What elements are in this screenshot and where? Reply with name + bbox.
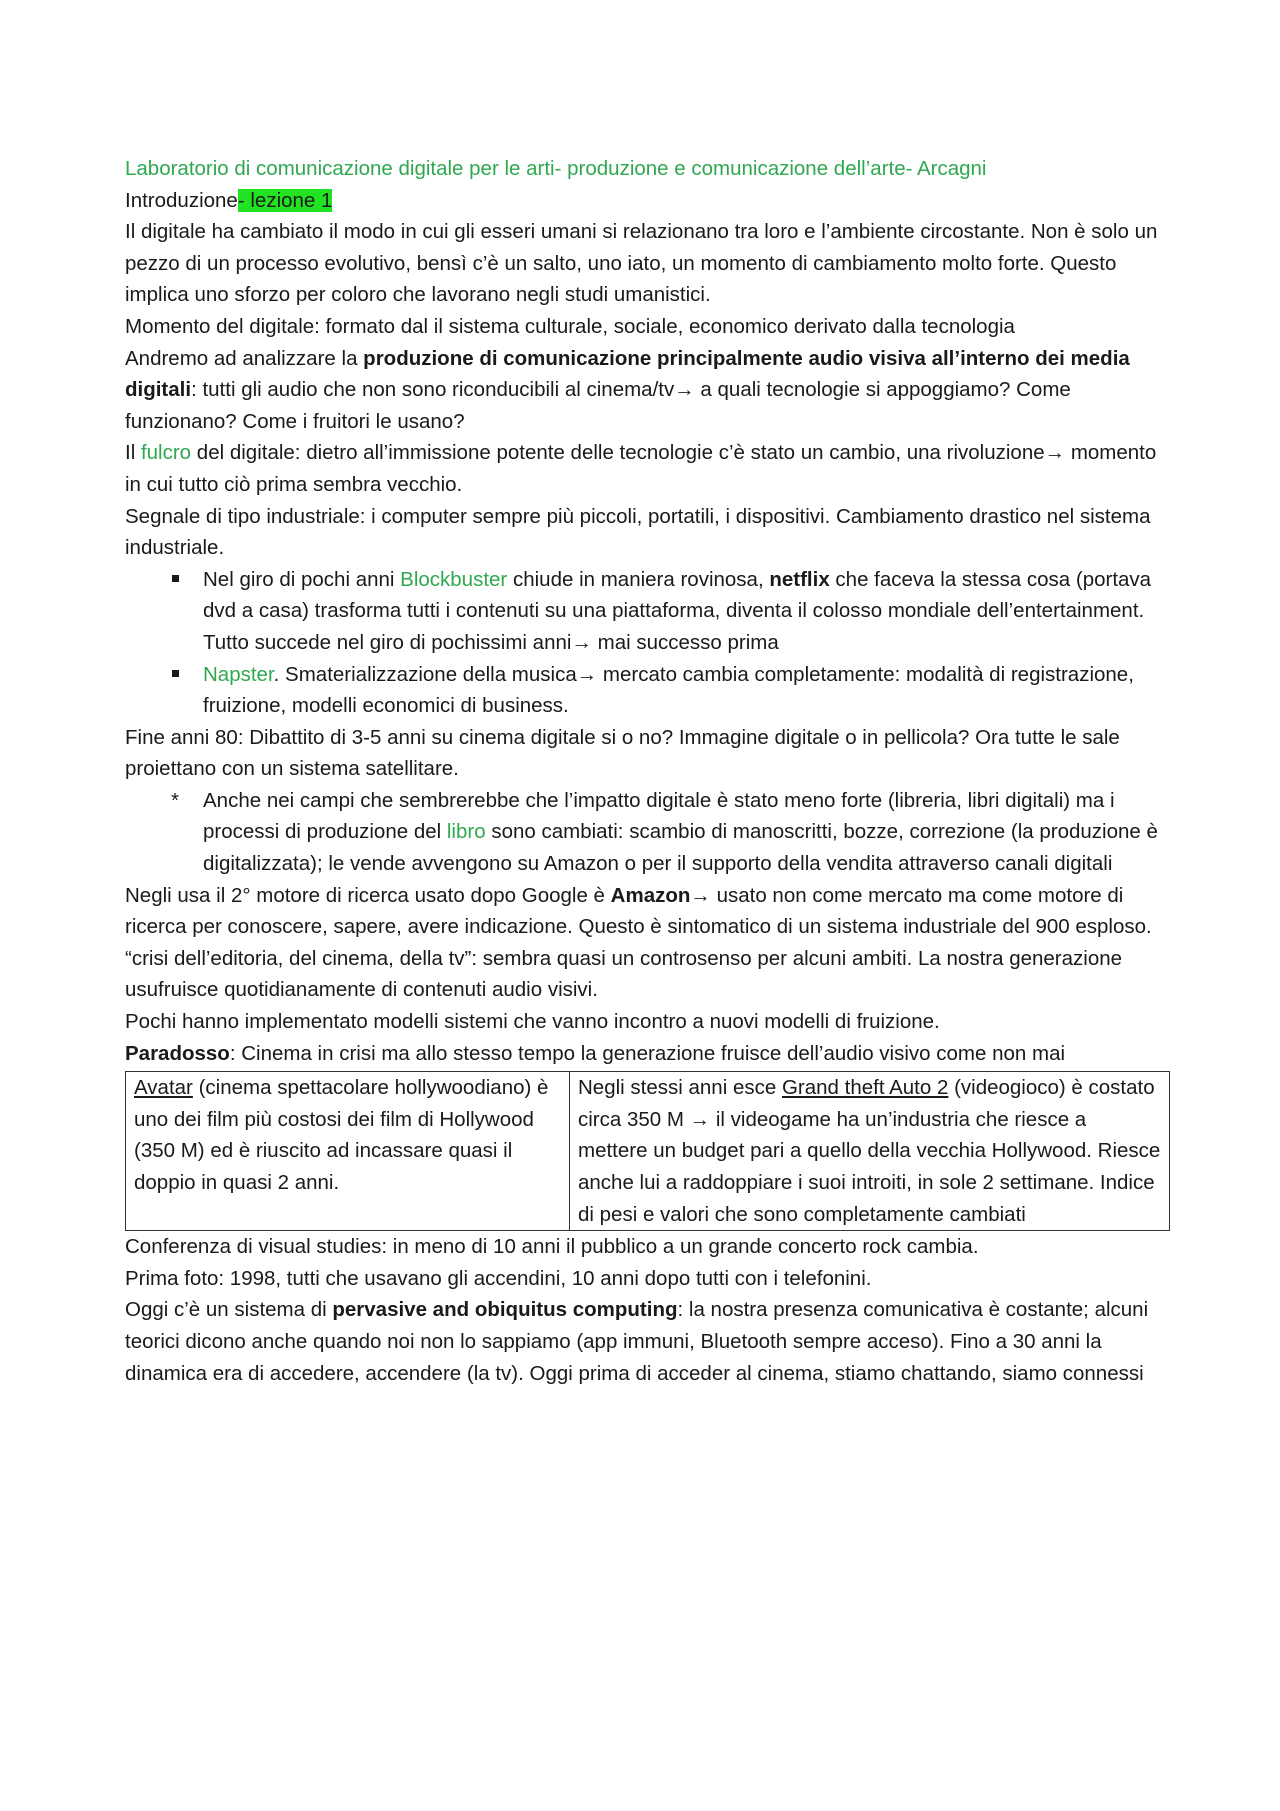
green-term: fulcro: [140, 441, 192, 465]
text-span: : tutti gli audio che non sono riconducibili al cinema/tv: [191, 378, 675, 402]
arrow-icon: →: [571, 630, 592, 654]
paragraph-amazon: [125, 880, 1165, 943]
arrow-icon: →: [1044, 441, 1066, 465]
table-row: [126, 1072, 1170, 1231]
square-bullet-icon: [165, 659, 185, 691]
bold-text: produzione di comunicazione principalmente audio visiva all’interno dei media digitali: [125, 346, 1130, 402]
text-span: a quali tecnologie si appoggiamo? Come funzionano? Come i fruitori le usano?: [125, 378, 1071, 433]
bullet-list-industry: [125, 564, 1165, 722]
text-span: : Cinema in crisi ma allo stesso tempo la generazione fruisce dell’audio visivo come non mai: [229, 1041, 1066, 1065]
green-term: libro: [446, 820, 486, 844]
text-span: mai successo prima: [591, 630, 779, 654]
arrow-icon: →: [689, 1107, 711, 1131]
list-item-napster: [125, 659, 1165, 722]
text-span: il videogame ha un’industria che riesce a mettere un budget pari a quello della vecchia Hollywood. Riesce anche lui a raddoppiare i suoi introiti, in sole 2 settimane. Indice di pesi e valori che sono completamente cambiati: [578, 1107, 1161, 1226]
asterisk-bullet: *: [171, 788, 179, 812]
paragraph-analysis: [125, 343, 1165, 438]
text-span: del digitale: dietro all’immissione potente delle tecnologie c’è stato un cambio, una rivoluzione: [191, 441, 1045, 465]
bold-text: Amazon: [610, 883, 691, 907]
text-span: usato non come mercato ma come motore di ricerca per conoscere, sapere, avere indicazione. Questo è sintomatico di un sistema industriale del 900 esploso.: [125, 883, 1152, 939]
paragraph-cinema-debate: Fine anni 80: Dibattito di 3-5 anni su cinema digitale si o no? Immagine digitale o in pellicola? Ora tutte le sale proiettano con un sistema satellitare.: [125, 725, 1120, 781]
green-term: Napster: [203, 662, 274, 686]
text-span: : la nostra presenza comunicativa è costante; alcuni teorici dicono anche quando noi non lo sappiamo (app immuni, Bluetooth sempre acceso). Fino a 30 anni la dinamica era di accedere, accendere (la tv). Oggi prima di acceder al cinema, stiamo chattando, siamo connessi: [125, 1298, 1149, 1385]
text-span: Negli usa il 2° motore di ricerca usato dopo Google è: [125, 883, 611, 907]
paragraph-crisis: “crisi dell’editoria, del cinema, della tv”: sembra quasi un controsenso per alcuni ambiti. La nostra generazione usufruisce quotidianamente di contenuti audio visivi.: [125, 946, 1123, 1002]
text-span: Nel giro di pochi anni: [203, 567, 401, 591]
text-span: chiude in maniera rovinosa,: [507, 567, 770, 591]
paragraph-visual-studies: Conferenza di visual studies: in meno di 10 anni il pubblico a un grande concerto rock cambia.: [125, 1235, 979, 1259]
square-bullet-icon: [165, 564, 185, 596]
bold-text: netflix: [769, 567, 830, 591]
text-span: (cinema spettacolare hollywoodiano) è uno dei film più costosi dei film di Hollywood (350 M) ed è riuscito ad incassare quasi il doppio in quasi 2 anni.: [134, 1076, 549, 1194]
list-item-books: [125, 785, 1165, 880]
lesson-heading: [125, 185, 1165, 217]
green-term: Blockbuster: [400, 567, 508, 591]
text-span: (videogioco) è costato circa 350 M: [578, 1076, 1155, 1131]
table-cell-avatar: [126, 1072, 570, 1231]
underlined-term: Grand theft Auto 2: [781, 1076, 949, 1100]
bold-text: pervasive and obiquitus computing: [332, 1298, 678, 1322]
table-cell-gta: [570, 1072, 1170, 1231]
text-span: Anche nei campi che sembrerebbe che l’impatto digitale è stato meno forte (libreria, libri digitali) ma i processi di produzione del: [203, 788, 1115, 844]
comparison-table: [125, 1071, 1170, 1231]
text-span: sono cambiati: scambio di manoscritti, bozze, correzione (la produzione è digitalizzata); le vende avvengono su Amazon o per il supporto della vendita attraverso canali digitali: [203, 820, 1158, 876]
lesson-heading-prefix: Introduzione: [125, 188, 238, 212]
underlined-term: Avatar: [134, 1076, 193, 1100]
document-page: [125, 153, 1165, 1389]
lesson-number-highlight: - lezione 1: [237, 188, 333, 212]
text-span: che faceva la stessa cosa (portava dvd a casa) trasforma tutti i contenuti su una piattaforma, diventa il colosso mondiale dell’entertainment. Tutto succede nel giro di pochissimi anni: [203, 567, 1152, 654]
paragraph-digital-change: Il digitale ha cambiato il modo in cui gli esseri umani si relazionano tra loro e l’ambiente circostante. Non è solo un pezzo di un processo evolutivo, bensì c’è un salto, uno iato, un momento di cambiamento molto forte. Questo implica uno sforzo per coloro che lavorano negli studi umanistici.: [125, 220, 1158, 307]
bullet-list-books: [125, 785, 1165, 880]
text-span: Negli stessi anni esce: [578, 1076, 782, 1100]
paragraph-fulcrum: [125, 437, 1165, 500]
text-span: momento in cui tutto ciò prima sembra vecchio.: [125, 441, 1157, 496]
arrow-icon: →: [674, 378, 695, 402]
paragraph-industrial-signal: Segnale di tipo industriale: i computer sempre più piccoli, portatili, i dispositivi. Cambiamento drastico nel sistema industriale.: [125, 504, 1151, 560]
paragraph-models: Pochi hanno implementato modelli sistemi che vanno incontro a nuovi modelli di fruizione.: [125, 1010, 940, 1034]
text-span: Il: [125, 441, 141, 465]
paragraph-digital-moment: Momento del digitale: formato dal il sistema culturale, sociale, economico derivato dalla tecnologia: [125, 314, 1015, 338]
paragraph-pervasive-computing: [125, 1294, 1165, 1389]
text-span: Oggi c’è un sistema di: [125, 1298, 333, 1322]
paragraph-paradox: [125, 1038, 1165, 1070]
arrow-icon: →: [576, 662, 598, 686]
document-title: Laboratorio di comunicazione digitale per le arti- produzione e comunicazione dell’arte- Arcagni: [125, 157, 987, 180]
text-span: . Smaterializzazione della musica: [273, 662, 577, 686]
text-span: Andremo ad analizzare la: [125, 346, 364, 370]
arrow-icon: →: [690, 883, 711, 907]
bold-text: Paradosso: [125, 1041, 230, 1065]
list-item-blockbuster: [125, 564, 1165, 659]
paragraph-first-photo: Prima foto: 1998, tutti che usavano gli accendini, 10 anni dopo tutti con i telefonini.: [125, 1266, 872, 1290]
text-span: mercato cambia completamente: modalità di registrazione, fruizione, modelli economici di business.: [203, 662, 1134, 718]
